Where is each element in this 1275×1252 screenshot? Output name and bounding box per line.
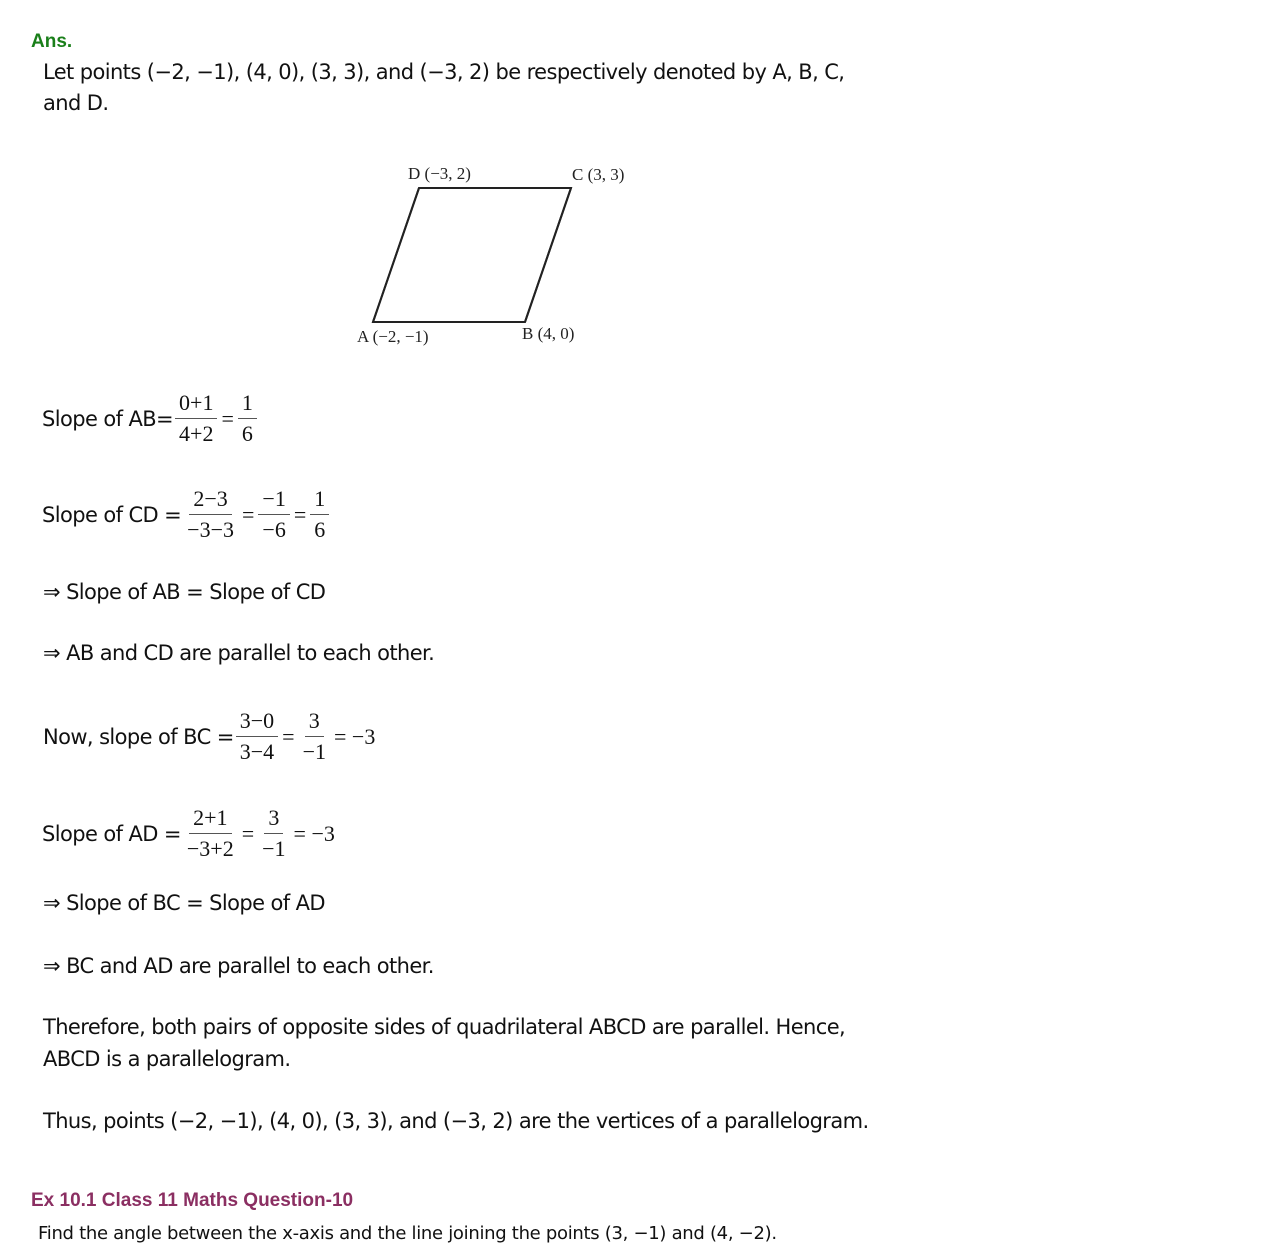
conclusion-bc-ad-slopes: ⇒ Slope of BC = Slope of AD	[43, 891, 325, 915]
slope-ad-equation	[42, 805, 337, 862]
final-conclusion: Thus, points (−2, −1), (4, 0), (3, 3), and (−3, 2) are the vertices of a parallelogram.	[43, 1109, 869, 1133]
slope-bc-equation	[43, 708, 377, 765]
numerator: 1	[238, 390, 257, 419]
numerator: 3−0	[236, 708, 278, 737]
conclusion-bc-ad-parallel: ⇒ BC and AD are parallel to each other.	[43, 954, 434, 978]
slope-ab-equation	[42, 390, 259, 447]
fraction	[236, 708, 278, 765]
denominator: −3+2	[186, 836, 234, 861]
equals-sign: =	[241, 820, 255, 846]
fraction	[238, 390, 257, 447]
numerator: 2+1	[189, 805, 231, 834]
parallelogram-diagram	[340, 150, 660, 360]
numerator: 1	[310, 486, 329, 515]
conclusion-ab-cd-parallel: ⇒ AB and CD are parallel to each other.	[43, 641, 435, 665]
fraction	[310, 486, 329, 543]
denominator: 6	[241, 421, 253, 446]
numerator: 3	[264, 805, 283, 834]
denominator: −3−3	[187, 517, 234, 542]
equals-sign: =	[282, 723, 295, 749]
parallelogram-shape	[373, 188, 571, 322]
slope-ad-label: Slope of AD =	[42, 821, 181, 846]
denominator: −1	[262, 836, 286, 861]
denominator: 6	[314, 517, 326, 542]
conclusion-ab-cd-slopes: ⇒ Slope of AB = Slope of CD	[43, 580, 326, 604]
answer-label: Ans.	[31, 31, 73, 52]
slope-bc-result: = −3	[334, 723, 376, 749]
equals-sign: =	[242, 501, 255, 527]
slope-cd-equation	[42, 486, 331, 543]
vertex-label-d: D (−3, 2)	[408, 164, 471, 183]
side-bc	[525, 188, 571, 322]
therefore-line-1: Therefore, both pairs of opposite sides of quadrilateral ABCD are parallel. Hence,	[43, 1015, 846, 1039]
denominator: 4+2	[179, 421, 214, 446]
question-heading: Ex 10.1 Class 11 Maths Question-10	[31, 1190, 354, 1211]
slope-ad-result: = −3	[293, 820, 335, 846]
denominator: 3−4	[239, 739, 275, 764]
fraction	[183, 486, 238, 543]
slope-cd-label: Slope of CD =	[42, 502, 182, 527]
vertex-label-b: B (4, 0)	[522, 324, 575, 343]
fraction	[258, 805, 289, 862]
intro-line-2: and D.	[43, 91, 109, 115]
side-da	[373, 188, 419, 322]
vertex-label-a: A (−2, −1)	[357, 327, 429, 346]
fraction	[299, 708, 330, 765]
numerator: 3	[305, 708, 324, 737]
fraction	[258, 486, 289, 543]
equals-sign: =	[221, 405, 234, 431]
denominator: −1	[302, 739, 326, 764]
intro-line-1: Let points (−2, −1), (4, 0), (3, 3), and (−3, 2) be respectively denoted by A, B, C,	[43, 60, 845, 84]
vertex-label-c: C (3, 3)	[572, 165, 625, 184]
equals-sign: =	[293, 501, 307, 527]
fraction	[183, 805, 238, 862]
fraction	[175, 390, 217, 447]
numerator: 2−3	[189, 486, 231, 515]
numerator: −1	[258, 486, 289, 515]
slope-bc-label: Now, slope of BC =	[43, 724, 234, 749]
question-text: Find the angle between the x-axis and the line joining the points (3, −1) and (4, −2).	[38, 1223, 777, 1244]
numerator: 0+1	[175, 390, 217, 419]
therefore-line-2: ABCD is a parallelogram.	[43, 1047, 291, 1071]
slope-ab-label: Slope of AB=	[42, 406, 174, 431]
denominator: −6	[262, 517, 286, 542]
